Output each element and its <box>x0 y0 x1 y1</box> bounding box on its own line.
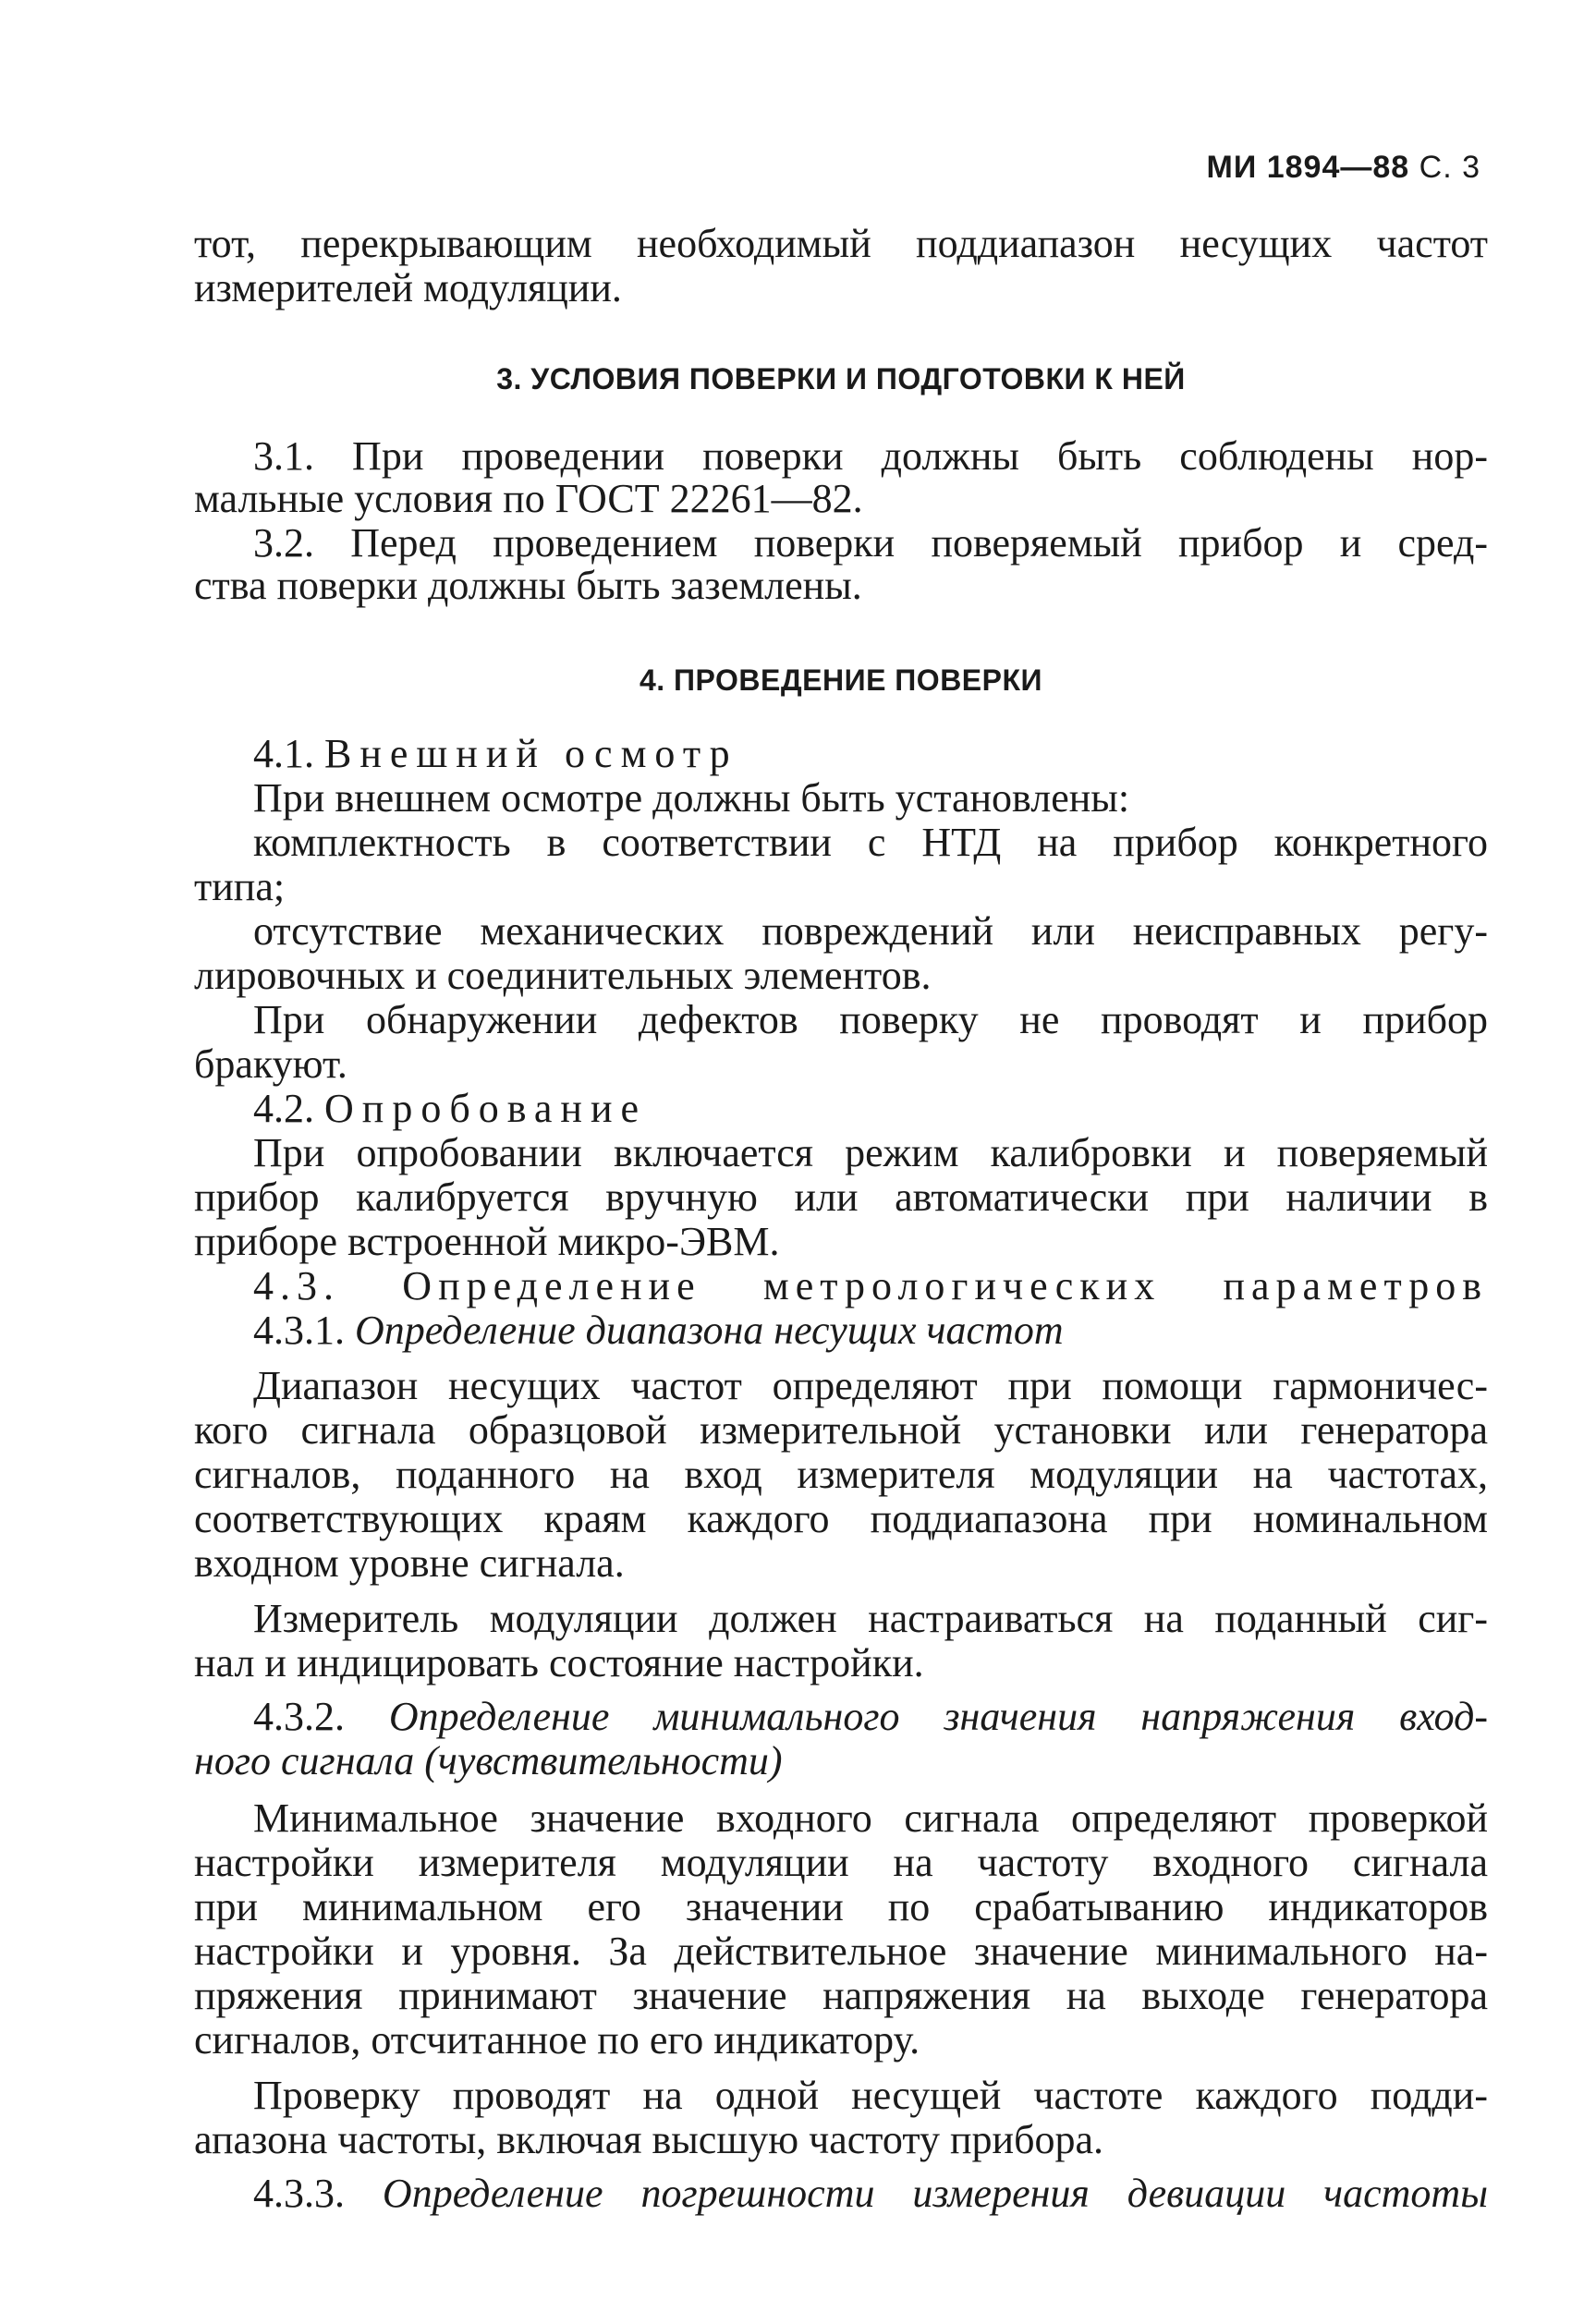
clause-number: 4.3.1. <box>253 1308 345 1353</box>
section-heading: 3. УСЛОВИЯ ПОВЕРКИ И ПОДГОТОВКИ К НЕЙ <box>496 362 1186 396</box>
text-line: настройки и уровня. За действительное значение минимального на- <box>194 1929 1488 1974</box>
text-line: типа; <box>194 864 286 909</box>
text-line: Измеритель модуляции должен настраиваться на поданный сиг- <box>253 1596 1488 1641</box>
subsection-heading <box>253 1264 1488 1308</box>
text-line: приборе встроенной микро-ЭВМ. <box>194 1219 780 1264</box>
clause-number: 4.1. <box>253 731 314 776</box>
document-code: МИ 1894—88 <box>1206 150 1410 185</box>
clause-title: Определение диапазона несущих частот <box>355 1308 1064 1353</box>
subsection-heading <box>253 1695 1488 1739</box>
text-line: При внешнем осмотре должны быть установлены: <box>253 775 1130 821</box>
text-line: мальные условия по ГОСТ 22261—82. <box>194 476 863 521</box>
text-line: Диапазон несущих частот определяют при помощи гармоничес- <box>253 1363 1488 1408</box>
clause-number: 4.2. <box>253 1086 314 1131</box>
document-page <box>194 129 1488 2255</box>
text-line: ства поверки должны быть заземлены. <box>194 563 862 608</box>
clause-number: 4.3.2. <box>253 1694 345 1739</box>
text-line: отсутствие механических повреждений или неисправных регу- <box>253 908 1488 954</box>
text-line: Проверку проводят на одной несущей частоте каждого подди- <box>253 2073 1488 2118</box>
text-line: лировочных и соединительных элементов. <box>194 953 932 998</box>
text-line: прибор калибруется вручную или автоматически при наличии в <box>194 1174 1488 1220</box>
text-line: 3.1. При проведении поверки должны быть соблюдены нор- <box>253 433 1488 479</box>
page-number: С. 3 <box>1419 150 1480 185</box>
clause-title: Определение погрешности измерения девиации частоты <box>382 2171 1489 2216</box>
text-line: нал и индицировать состояние настройки. <box>194 1640 924 1685</box>
text-line: тот, перекрывающим необходимый поддиапазон несущих частот <box>194 221 1488 266</box>
clause-title: Определение метрологических параметров <box>402 1263 1489 1308</box>
text-line: пряжения принимают значение напряжения на выходе генератора <box>194 1973 1488 2018</box>
clause-title: Определение минимального значения напряжения вход- <box>388 1694 1489 1739</box>
text-line: Минимальное значение входного сигнала определяют проверкой <box>253 1795 1488 1841</box>
text-line: кого сигнала образцовой измерительной установки или генератора <box>194 1407 1488 1453</box>
subsection-heading <box>253 1087 1488 1131</box>
text-line: сигналов, поданного на вход измерителя модуляции на частотах, <box>194 1452 1488 1497</box>
clause-number: 4.3.3. <box>253 2171 345 2216</box>
text-line: измерителей модуляции. <box>194 265 622 310</box>
text-line: при минимальном его значении по срабатыванию индикаторов <box>194 1884 1488 1929</box>
subsection-heading <box>253 1308 1488 1353</box>
clause-number: 4.3. <box>253 1263 340 1308</box>
text-line: входном уровне сигнала. <box>194 1540 625 1586</box>
text-line: настройки измерителя модуляции на частоту входного сигнала <box>194 1840 1488 1885</box>
text-line: При опробовании включается режим калибровки и поверяемый <box>253 1130 1488 1175</box>
text-line: комплектность в соответствии с НТД на прибор конкретного <box>253 820 1488 865</box>
running-header <box>1207 150 1480 186</box>
text-line: апазона частоты, включая высшую частоту прибора. <box>194 2117 1104 2162</box>
text-line: бракуют. <box>194 1041 347 1087</box>
section-heading: 4. ПРОВЕДЕНИЕ ПОВЕРКИ <box>639 663 1043 697</box>
text-line: При обнаружении дефектов поверку не проводят и прибор <box>253 997 1488 1042</box>
subsection-heading <box>253 732 1488 776</box>
clause-title: Опробование <box>324 1086 648 1131</box>
text-line: сигналов, отсчитанное по его индикатору. <box>194 2017 920 2063</box>
clause-title: Внешний осмотр <box>324 731 738 776</box>
text-line: 3.2. Перед проведением поверки поверяемый прибор и сред- <box>253 520 1488 566</box>
text-line: соответствующих краям каждого поддиапазона при номинальном <box>194 1496 1488 1541</box>
subsection-heading <box>253 2172 1488 2216</box>
clause-title-continued: ного сигнала (чувствительности) <box>194 1738 783 1783</box>
